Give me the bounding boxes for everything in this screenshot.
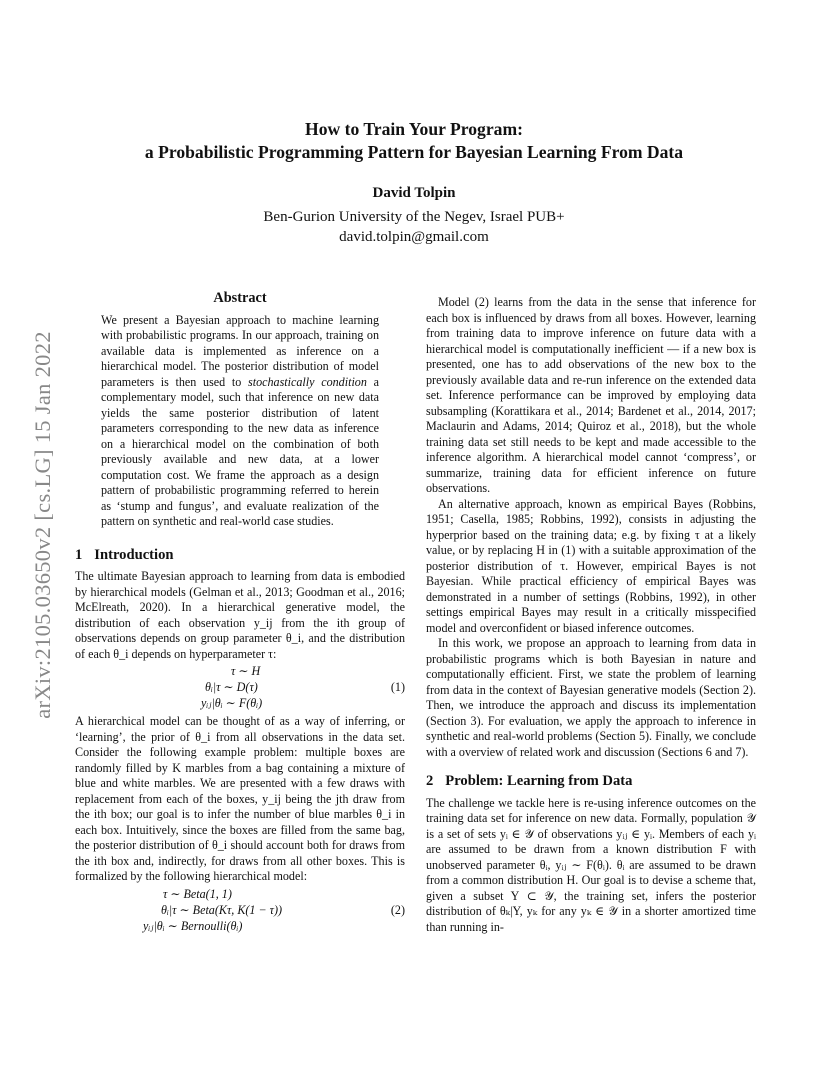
- right-paragraph-3: In this work, we propose an approach to learning from data in probabilistic programs which is both Bayesian in nature and computationally efficient. First, we state the problem of learning from data in the context of Bayesian generative models (Section 2). Then, we introduce the approach and discuss its implementation (Section 3). For evaluation, we apply the approach to inference in synthetic and real-world problems (Section 5). Finally, we conclude with a overview of related work and discussion (Sections 6 and 7).: [426, 636, 756, 759]
- paper-title: [0, 118, 828, 164]
- author-name: David Tolpin: [372, 185, 456, 201]
- author-affiliation-block: [0, 207, 828, 247]
- eq2-line-3: yᵢⱼ|θᵢ ∼ Bernoulli(θᵢ): [143, 918, 243, 933]
- title-line-1: How to Train Your Program:: [305, 119, 523, 139]
- equation-2: [75, 887, 405, 935]
- affiliation: Ben-Gurion University of the Negev, Israel PUB+: [263, 209, 565, 225]
- section-1-heading: [75, 548, 405, 564]
- intro-paragraph-2: A hierarchical model can be thought of as a way of inferring, or ‘learning’, the prior of θ_i from all observations in the data set. Consider the following example problem: multiple boxes are randomly filled by K marbles from a bag containing a mixture of blue and white marbles. We are presented with a few draws with replacement from each of the boxes, y_ij being the jth draw from the ith box; our goal is to infer the number of blue marbles θ_i in each box. Intuitively, since the boxes are filled from the same bag, the posterior distribution of θ_i should account both for draws from the ith box and, indirectly, for draws from all other boxes. This is formalized by the following hierarchical model:: [75, 714, 405, 883]
- arxiv-identifier: [28, 290, 58, 760]
- eq2-tag: (2): [390, 902, 405, 917]
- intro-paragraph-1: The ultimate Bayesian approach to learning from data is embodied by hierarchical models (Gelman et al., 2013; Goodman et al., 2016; McElreath, 2020). In a hierarchical generative model, the distribution of each observation y_ij from the ith group of observations depends on group parameter θ_i, and the distribution of each θ_i depends on hyperparameter τ:: [75, 569, 405, 661]
- problem-paragraph-1: The challenge we tackle here is re-using inference outcomes on the training data set for inference on new data. Formally, population 𝒴 is a set of sets yᵢ ∈ 𝒴 of observations yᵢⱼ ∈ yᵢ. Members of each yᵢ are assumed to be drawn from a known distribution F with unobserved parameter θᵢ, yᵢⱼ ∼ F(θᵢ). θᵢ are assumed to be drawn from a common distribution H. Our goal is to devise a scheme that, given a subset Y ⊂ 𝒴, the training set, infers the posterior distribution of θₖ|Y, yₖ for any yₖ ∈ 𝒴 in a shorter amortized time than running in-: [426, 795, 756, 934]
- left-column: [75, 291, 405, 937]
- right-paragraph-1: Model (2) learns from the data in the sense that inference for each box is influenced by draws from all boxes. However, learning from training data to improve inference on future data with a hierarchical model is computationally inefficient — if a new box is presented, one has to add observations of the new box to the previously available data and re-run inference on the extended data set. Inference performance can be improved by employing data subsampling (Korattikara et al., 2014; Bardenet et al., 2014, 2017; Maclaurin and Adams, 2014; Quiroz et al., 2018), but the whole training data set still needs to be kept and made accessible to the inference algorithm. A hierarchical model cannot ‘compress’, or summarize, training data for efficient inference on future observations.: [426, 295, 756, 495]
- eq2-line-2: θᵢ|τ ∼ Beta(Kτ, K(1 − τ)): [161, 902, 283, 917]
- title-line-2: a Probabilistic Programming Pattern for Bayesian Learning From Data: [144, 142, 684, 162]
- right-paragraph-2: An alternative approach, known as empirical Bayes (Robbins, 1951; Casella, 1985; Robbins, 1992), consists in adjusting the hyperprior based on the training data; e.g. by fixing τ at a likely value, or by replacing H in (1) with a suitable approximation of the posterior distribution of τ. However, empirical Bayes is not Bayesian. While practical efficiency of empirical Bayes was demonstrated in a number of settings (Robbins, 1992), in other settings empirical Bayes may result in a critically misspecified model and overconfident or biased inference outcomes.: [426, 496, 756, 635]
- section-2-heading: [426, 774, 756, 790]
- abstract-paragraph: We present a Bayesian approach to machine learning with probabilistic programs. In our approach, training on available data is implemented as inference on a hierarchical model. The posterior distribution of model parameters is then used to stochastically condition a complementary model, such that inference on new data yields the same posterior distribution of latent parameters corresponding to the new data as inference on a hierarchical model on the combination of both previously available and new data, at a lower computation cost. We frame the approach as a design pattern of probabilistic programming referred to herein as ‘stump and fungus’, and evaluate realization of the pattern on synthetic and real-world case studies.: [101, 312, 379, 528]
- eq2-line-1: τ ∼ Beta(1, 1): [163, 886, 232, 901]
- abstract-heading: Abstract: [213, 290, 267, 306]
- equation-1: [75, 664, 405, 712]
- eq1-line-3: yᵢⱼ|θᵢ ∼ F(θᵢ): [201, 696, 263, 710]
- eq1-tag: (1): [390, 680, 405, 694]
- email: david.tolpin@gmail.com: [339, 229, 489, 245]
- arxiv-identifier-text: arXiv:2105.03650v2 [cs.LG] 15 Jan 2022: [30, 331, 55, 719]
- eq1-line-2: θᵢ|τ ∼ D(τ): [205, 680, 258, 694]
- section-2-number: 2: [426, 773, 434, 789]
- section-2-title: Problem: Learning from Data: [445, 773, 633, 789]
- eq1-line-1: τ ∼ H: [231, 664, 261, 678]
- abstract-emphasis: stochastically condition: [248, 374, 367, 389]
- right-column: [426, 295, 756, 935]
- abstract-body: [101, 313, 379, 530]
- section-1-number: 1: [75, 546, 83, 563]
- section-1-title: Introduction: [94, 546, 174, 563]
